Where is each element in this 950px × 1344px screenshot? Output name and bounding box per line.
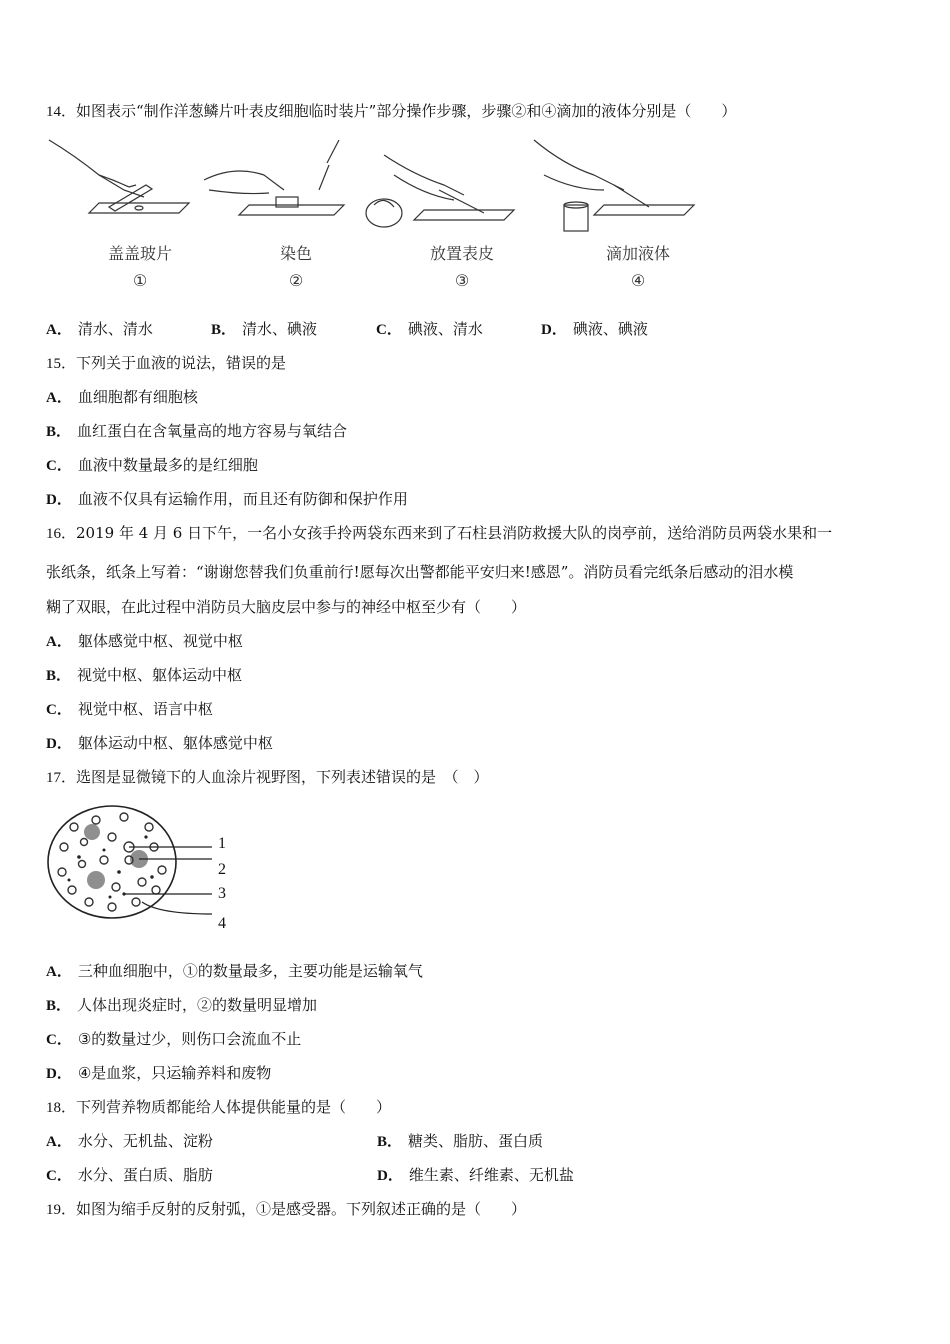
slide-4 [594, 205, 694, 215]
step4-number: ④ [630, 271, 646, 290]
hand-sketch-1 [49, 140, 124, 190]
q17-number: 17． [46, 770, 77, 786]
q19-stem [46, 1199, 526, 1220]
q17-option-b[interactable]: B． 人体出现炎症时，②的数量明显增加 [46, 996, 318, 1014]
step3-caption: 放置表皮 [429, 244, 494, 263]
q16-number: 16． [46, 526, 77, 542]
q18-option-b[interactable]: B． 糖类、脂肪、蛋白质 [377, 1132, 544, 1150]
hand-sketch-4 [534, 140, 624, 190]
q15-option-b[interactable]: B． 血红蛋白在含氧量高的地方容易与氧结合 [46, 422, 348, 440]
q18-options-row2 [46, 1165, 708, 1186]
red-blood-cells [58, 813, 166, 911]
step2-number: ② [288, 271, 304, 290]
step4-caption: 滴加液体 [605, 244, 670, 263]
q18-option-a[interactable]: A． 水分、无机盐、淀粉 [46, 1132, 213, 1150]
hand-sketch-2 [204, 171, 284, 190]
q14-option-d[interactable]: D． 碘液、碘液 [541, 320, 648, 338]
q18-number: 18． [46, 1100, 77, 1116]
onion [366, 199, 402, 227]
q15-stem [46, 353, 286, 374]
q18-option-d[interactable]: D． 维生素、纤维素、无机盐 [377, 1166, 574, 1184]
q14-option-c[interactable]: C． 碘液、清水 [376, 320, 483, 338]
q17-stem-text: 选图是显微镜下的人血涂片视野图，下列表述错误的是 （ ） [76, 768, 489, 786]
step3-number: ③ [454, 271, 470, 290]
q14-stem-text: 如图表示“制作洋葱鳞片叶表皮细胞临时装片”部分操作步骤，步骤②和④滴加的液体分别是（ ） [76, 102, 737, 120]
q15-option-d[interactable]: D． 血液不仅具有运输作用，而且还有防御和保护作用 [46, 490, 408, 508]
q16-stem-line3: 糊了双眼，在此过程中消防员大脑皮层中参与的神经中枢至少有（ ） [46, 598, 527, 616]
field-of-view [48, 806, 176, 918]
step1-caption: 盖盖玻片 [107, 244, 172, 263]
q15-stem-text: 下列关于血液的说法，错误的是 [76, 354, 287, 372]
q16-option-d[interactable]: D． 躯体运动中枢、躯体感觉中枢 [46, 734, 273, 752]
label-3: 3 [218, 885, 226, 902]
q17-option-a[interactable]: A． 三种血细胞中，①的数量最多，主要功能是运输氧气 [46, 962, 423, 980]
q14-number: 14． [46, 104, 77, 120]
q19-stem-text: 如图为缩手反射的反射弧，①是感受器。下列叙述正确的是（ ） [76, 1200, 527, 1218]
q15-option-c[interactable]: C． 血液中数量最多的是红细胞 [46, 456, 258, 474]
q16-option-b[interactable]: B． 视觉中枢、躯体运动中枢 [46, 666, 243, 684]
q16-stem-line2: 张纸条，纸条上写着：“谢谢您替我们负重前行!愿每次出警都能平安归来!感恩”。消防员看完纸条后感动的泪水模 [46, 563, 794, 581]
q14-options [46, 319, 706, 340]
q17-option-d[interactable]: D． ④是血浆，只运输养料和废物 [46, 1064, 272, 1082]
q19-number: 19． [46, 1202, 77, 1218]
q16-option-c[interactable]: C． 视觉中枢、语言中枢 [46, 700, 213, 718]
q18-stem [46, 1097, 391, 1118]
q14-option-b[interactable]: B． 清水、碘液 [211, 320, 318, 338]
q15-option-a[interactable]: A． 血细胞都有细胞核 [46, 388, 198, 406]
q14-figure [44, 135, 704, 295]
label-2: 2 [218, 861, 226, 878]
beaker [564, 205, 588, 231]
label-4: 4 [218, 915, 226, 932]
slide-1 [89, 203, 189, 213]
q18-options-row1 [46, 1131, 708, 1152]
q17-option-c[interactable]: C． ③的数量过少，则伤口会流血不止 [46, 1030, 302, 1048]
q18-stem-text: 下列营养物质都能给人体提供能量的是（ ） [76, 1098, 392, 1116]
q16-stem-line1: 16．2019 年 4 月 6 日下午，一名小女孩手拎两袋东西来到了石柱县消防救援大队的岗亭前，送给消防员两袋水果和一 [46, 524, 833, 542]
q14-illustration [44, 135, 704, 235]
step2-caption: 染色 [279, 244, 312, 263]
q14-option-a[interactable]: A． 清水、清水 [46, 320, 153, 338]
q17-figure [44, 802, 244, 937]
q17-stem [46, 767, 489, 788]
q18-option-c[interactable]: C． 水分、蛋白质、脂肪 [46, 1166, 213, 1184]
q14-stem [46, 101, 736, 122]
label-1: 1 [218, 835, 226, 852]
hand-sketch-3 [384, 155, 464, 195]
blood-smear-illustration [44, 802, 244, 937]
slide-3 [414, 210, 514, 220]
step1-number: ① [132, 271, 148, 290]
q16-option-a[interactable]: A． 躯体感觉中枢、视觉中枢 [46, 632, 243, 650]
q15-number: 15． [46, 356, 77, 372]
